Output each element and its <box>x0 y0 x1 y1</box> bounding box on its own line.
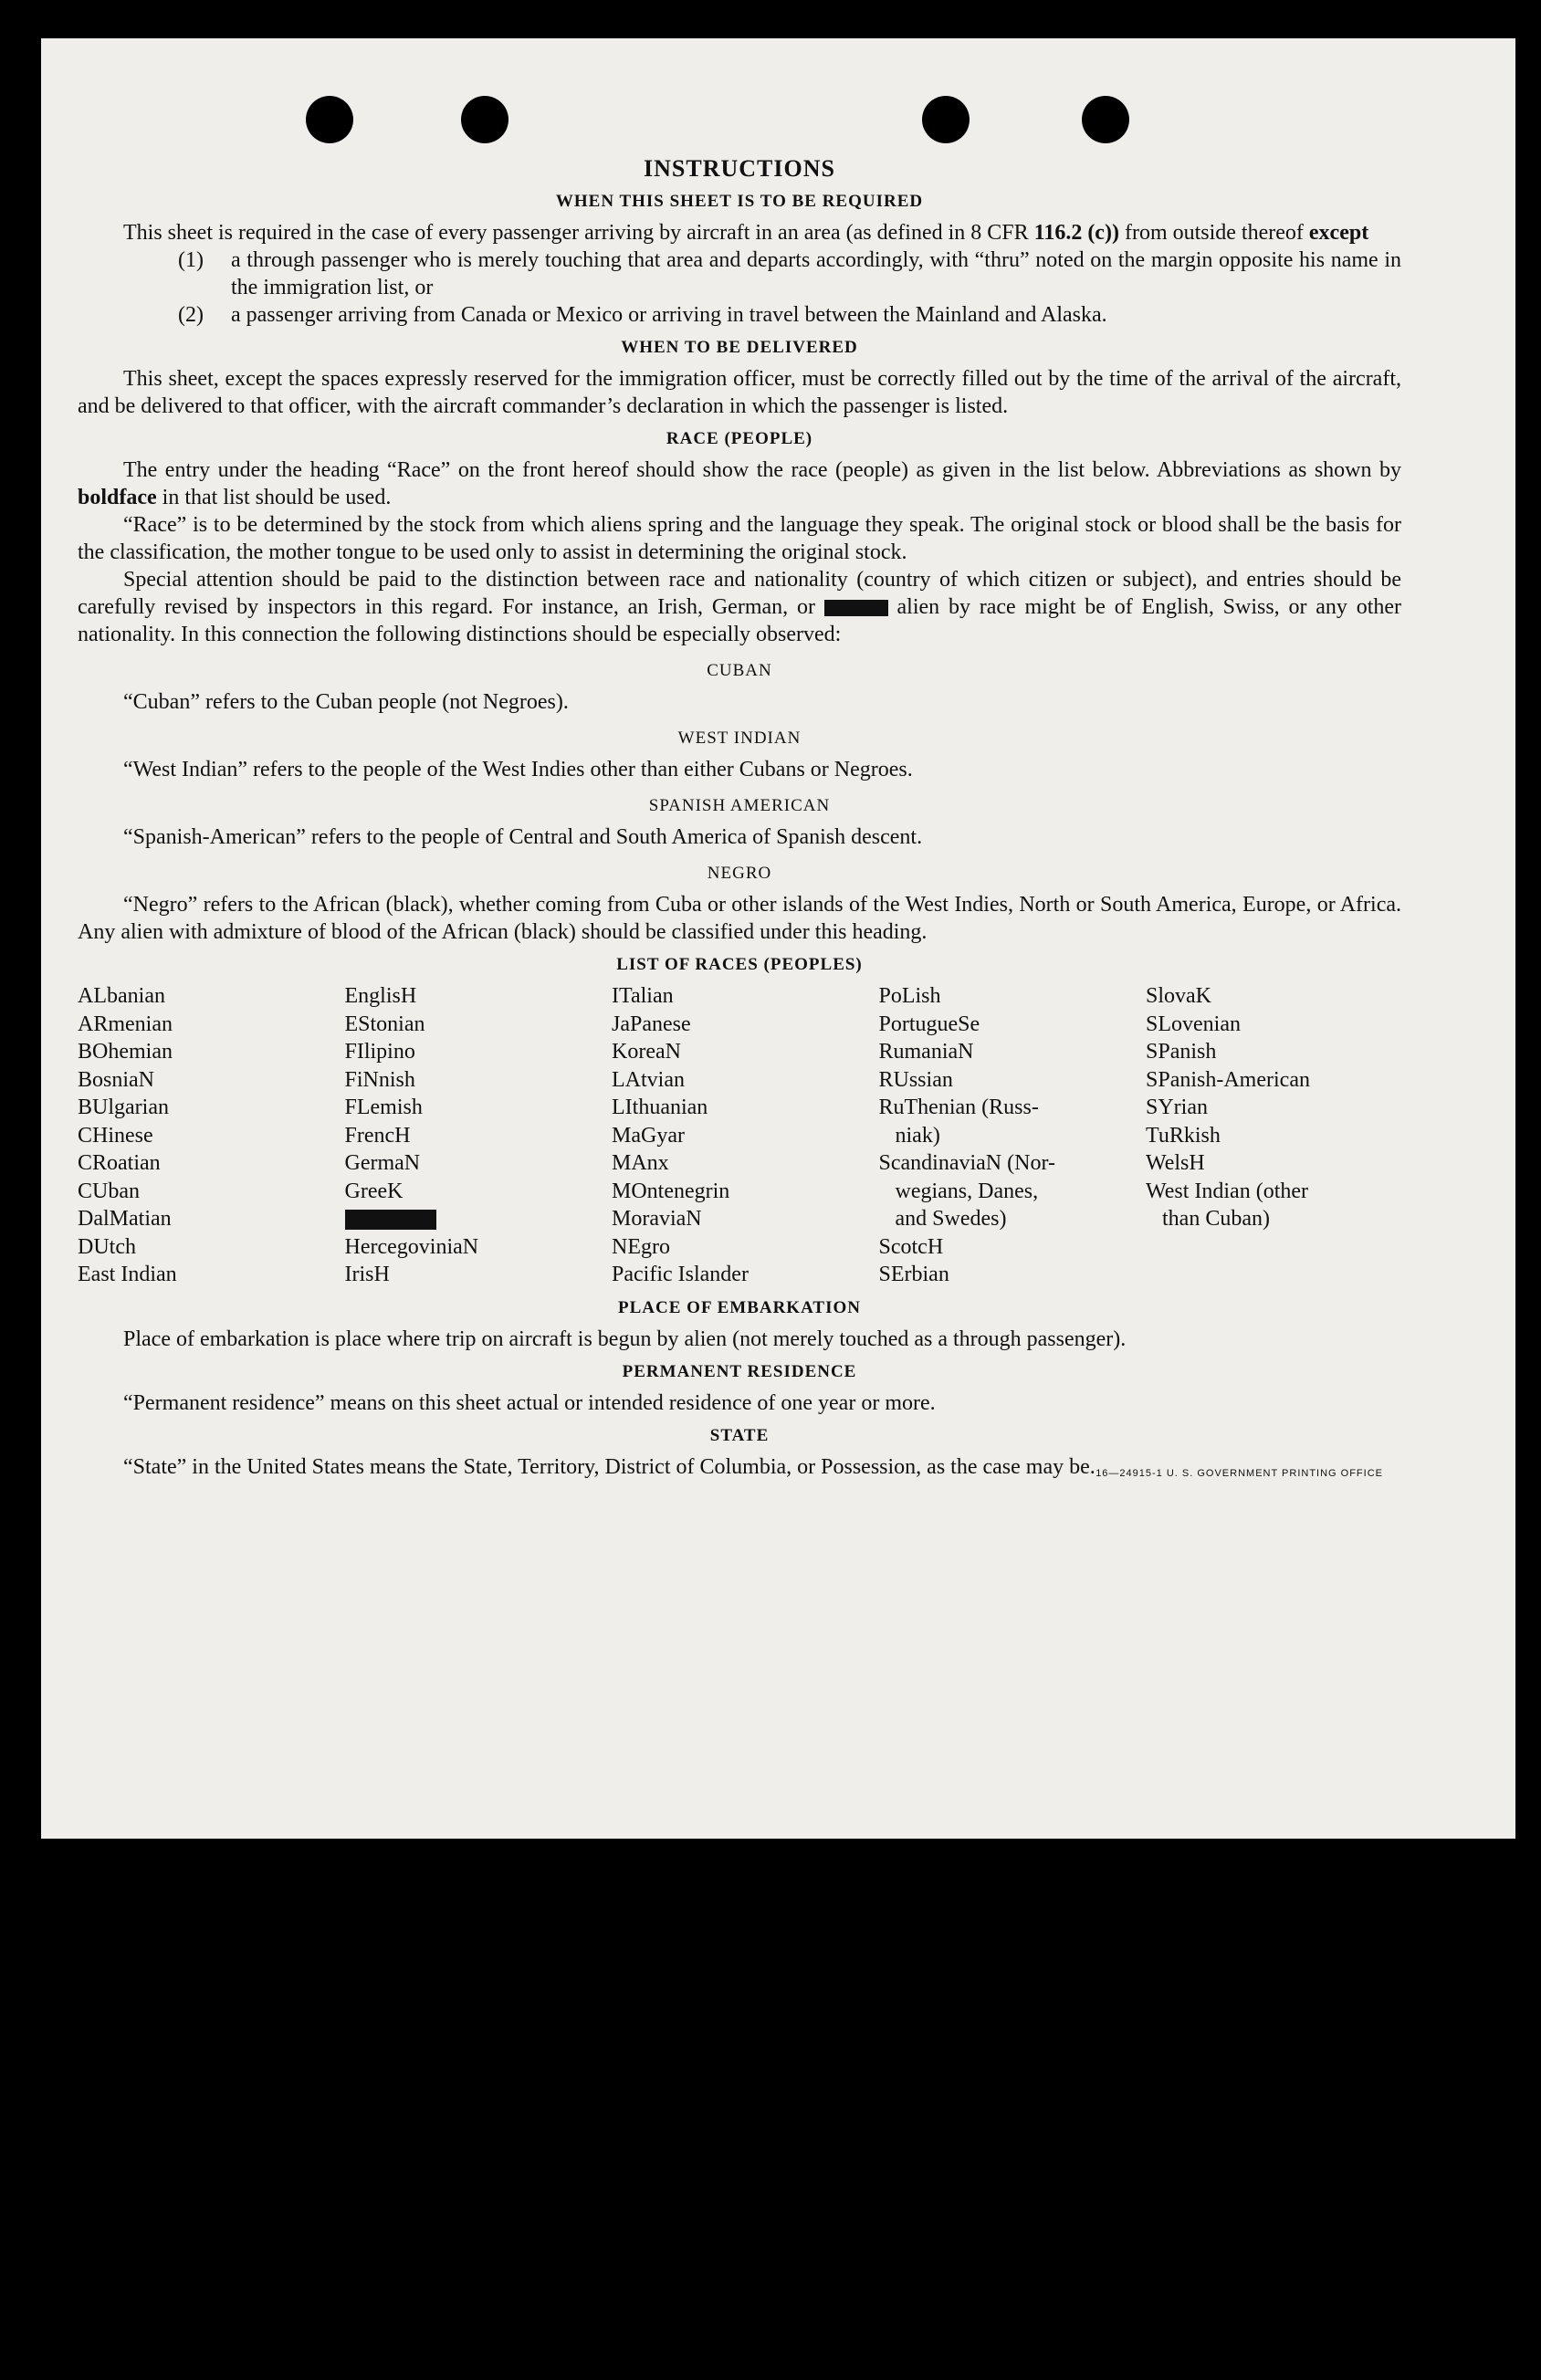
section-heading-cuban: CUBAN <box>707 661 772 680</box>
race-entry: KoreaN <box>612 1040 681 1064</box>
race-entry: BosniaN <box>78 1067 154 1092</box>
races-column-2 <box>345 982 601 1289</box>
exception-item-1: (1) a through passenger who is merely touching that area and departs accordingly, with “thru” noted on the margin opposite his name in the immigration list, or <box>178 248 1401 299</box>
race-entry: ALbanian <box>78 984 165 1008</box>
race-entry: LIthuanian <box>612 1096 708 1119</box>
race-entry: PortugueSe <box>878 1012 980 1036</box>
section-heading-embarkation: PLACE OF EMBARKATION <box>618 1297 861 1317</box>
race-paragraph-1: The entry under the heading “Race” on the front hereof should show the race (people) as given in the list below. Abbreviations as shown by boldface in that list should be used. <box>78 458 1401 509</box>
race-entry: HercegoviniaN <box>344 1234 479 1259</box>
race-entry: JaPanese <box>612 1012 691 1036</box>
punch-hole <box>306 96 353 143</box>
race-entry: ITalian <box>612 984 674 1008</box>
section-heading-races-list: LIST OF RACES (PEOPLES) <box>616 955 863 974</box>
instructions-content <box>78 155 1401 1481</box>
delivered-text: This sheet, except the spaces expressly reserved for the immigration officer, must be correctly filled out by the time of the arrival of the aircraft, and be delivered to that officer, with the aircraft commander’s declaration in which the passenger is listed. <box>78 367 1401 418</box>
race-entry: Pacific Islander <box>612 1263 749 1286</box>
race-entry: wegians, Danes, <box>878 1179 1039 1203</box>
race-entry: ScandinaviaN (Nor- <box>878 1151 1055 1175</box>
redaction-mark <box>824 600 888 616</box>
race-entry: FIlipino <box>344 1040 415 1064</box>
race-entry: MOntenegrin <box>612 1179 730 1203</box>
race-entry: BOhemian <box>78 1040 173 1064</box>
section-heading-required: WHEN THIS SHEET IS TO BE REQUIRED <box>555 192 924 211</box>
race-entry: SlovaK <box>1146 984 1211 1008</box>
race-entry: than Cuban) <box>1146 1207 1270 1231</box>
race-entry: CHinese <box>78 1123 153 1148</box>
race-entry: FrencH <box>344 1123 411 1148</box>
race-entry: FLemish <box>344 1096 423 1119</box>
race-entry: ARmenian <box>78 1012 173 1036</box>
race-entry: CUban <box>78 1179 140 1203</box>
spanish-american-text: “Spanish-American” refers to the people of Central and South America of Spanish descent. <box>123 825 923 849</box>
race-entry: West Indian (other <box>1146 1179 1309 1203</box>
race-entry: SErbian <box>878 1263 949 1286</box>
race-entry <box>345 1205 601 1233</box>
race-entry: MAnx <box>612 1151 669 1175</box>
race-entry: East Indian <box>78 1263 177 1286</box>
race-entry: LAtvian <box>612 1067 685 1092</box>
section-heading-residence: PERMANENT RESIDENCE <box>622 1361 857 1381</box>
residence-text: “Permanent residence” means on this sheet actual or intended residence of one year or more. <box>123 1390 936 1415</box>
required-text: This sheet is required in the case of every passenger arriving by aircraft in an area (as defined in 8 CFR 116.2 (c)) from outside thereof except <box>123 221 1369 245</box>
race-entry: BUlgarian <box>78 1096 169 1119</box>
section-heading-delivered: WHEN TO BE DELIVERED <box>621 338 858 357</box>
race-entry: EStonian <box>344 1012 425 1036</box>
race-entry: WelsH <box>1146 1151 1205 1175</box>
race-entry: ScotcH <box>878 1234 944 1259</box>
race-entry: RuThenian (Russ- <box>878 1096 1039 1119</box>
state-block <box>78 1453 1401 1481</box>
race-entry: DUtch <box>78 1234 136 1259</box>
race-entry: IrisH <box>344 1263 390 1286</box>
race-entry: EnglisH <box>344 984 417 1008</box>
races-column-4 <box>879 982 1135 1289</box>
race-entry: GreeK <box>344 1179 404 1203</box>
race-entry: FiNnish <box>344 1067 415 1092</box>
race-entry: and Swedes) <box>878 1207 1007 1231</box>
exception-item-2: (2) a passenger arriving from Canada or Mexico or arriving in travel between the Mainland and Alaska. <box>178 303 1107 327</box>
races-column-3 <box>612 982 867 1289</box>
race-entry: SPanish-American <box>1146 1067 1310 1092</box>
page-title: INSTRUCTIONS <box>644 155 835 182</box>
race-entry: GermaN <box>344 1151 421 1175</box>
races-column-5 <box>1146 982 1401 1289</box>
race-entry: NEgro <box>612 1234 670 1259</box>
section-heading-spanish-american: SPANISH AMERICAN <box>648 796 831 815</box>
race-entry: RUssian <box>878 1067 953 1092</box>
section-heading-race: RACE (PEOPLE) <box>666 429 813 448</box>
race-entry: MoraviaN <box>612 1207 702 1231</box>
race-entry: SYrian <box>1146 1096 1208 1119</box>
punch-hole <box>1082 96 1129 143</box>
printing-office-imprint: 16—24915-1 U. S. GOVERNMENT PRINTING OFFICE <box>1095 1467 1383 1479</box>
negro-text: “Negro” refers to the African (black), whether coming from Cuba or other islands of the West Indies, North or South America, Europe, or Africa. Any alien with admixture of blood of the African (black) should be classified under this heading. <box>78 893 1401 944</box>
section-heading-state: STATE <box>709 1425 770 1445</box>
race-paragraph-2: “Race” is to be determined by the stock from which aliens spring and the language they speak. The original stock or blood shall be the basis for the classification, the mother tongue to be used only to assist in determining the original stock. <box>78 513 1401 564</box>
race-entry: SLovenian <box>1146 1012 1241 1036</box>
race-entry: PoLish <box>878 984 941 1008</box>
race-entry: DalMatian <box>78 1207 172 1231</box>
state-text: “State” in the United States means the State, Territory, District of Columbia, or Possession, as the case may be. <box>123 1454 1095 1479</box>
section-heading-negro: NEGRO <box>707 864 772 883</box>
punch-hole <box>922 96 970 143</box>
races-column-1 <box>78 982 333 1289</box>
embarkation-text: Place of embarkation is place where trip on aircraft is begun by alien (not merely touched as a through passenger). <box>123 1326 1127 1351</box>
race-entry: CRoatian <box>78 1151 161 1175</box>
west-indian-text: “West Indian” refers to the people of the West Indies other than either Cubans or Negroes. <box>123 758 913 781</box>
race-entry: TuRkish <box>1146 1123 1221 1148</box>
document-sheet <box>41 38 1515 1839</box>
section-heading-west-indian: WEST INDIAN <box>677 729 802 748</box>
race-entry: niak) <box>878 1123 940 1148</box>
race-entry: RumaniaN <box>878 1040 974 1064</box>
cuban-text: “Cuban” refers to the Cuban people (not Negroes). <box>123 690 569 714</box>
races-list <box>78 982 1401 1289</box>
race-paragraph-3: Special attention should be paid to the distinction between race and nationality (country of which citizen or subject), and entries should be carefully revised by inspectors in this regard. For instance, an Irish, German, or alien by race might be of English, Swiss, or any other nationality. In this connection the following distinctions should be especially observed: <box>78 568 1402 646</box>
race-entry: SPanish <box>1146 1040 1217 1064</box>
race-entry: MaGyar <box>612 1123 685 1148</box>
punch-hole <box>461 96 508 143</box>
redaction-mark <box>345 1210 436 1230</box>
